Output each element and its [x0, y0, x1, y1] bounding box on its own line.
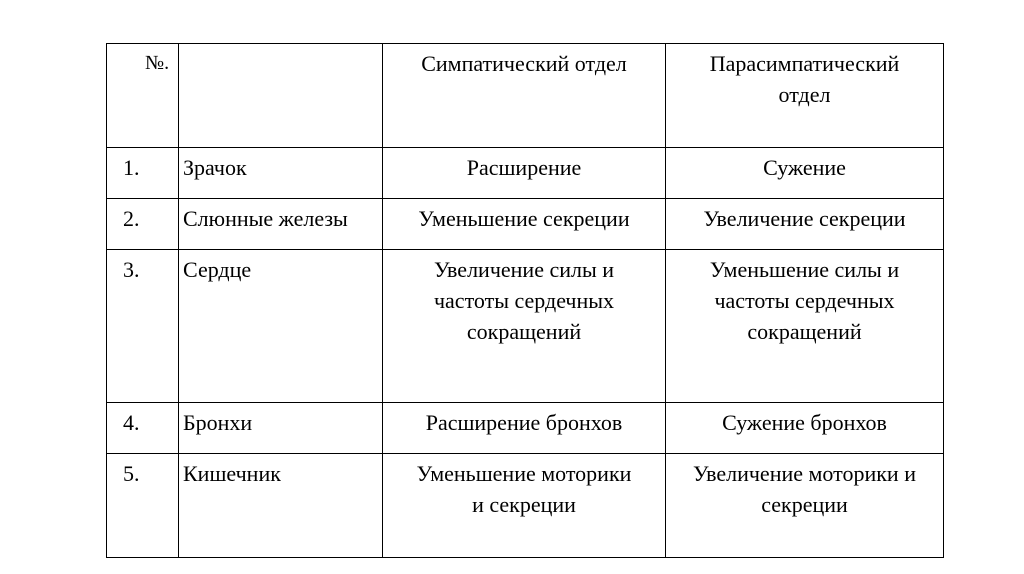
row-parasympathetic-cell: [666, 199, 944, 250]
row-parasympathetic-line: Увеличение секреции: [703, 206, 906, 231]
row-organ: Бронхи: [183, 410, 253, 435]
header-parasympathetic-cell: [666, 44, 944, 148]
header-parasympathetic-line: Парасимпатический: [709, 51, 900, 76]
row-sympathetic-line: Уменьшение секреции: [418, 206, 630, 231]
row-parasympathetic-cell: [666, 148, 944, 199]
row-organ-cell: [179, 403, 383, 454]
table-row: [107, 454, 944, 558]
row-organ-cell: [179, 250, 383, 403]
row-organ: Слюнные железы: [183, 206, 348, 231]
table-row: [107, 148, 944, 199]
row-number-cell: [107, 250, 179, 403]
row-organ-cell: [179, 454, 383, 558]
row-number: 5.: [123, 461, 140, 486]
table-row: [107, 199, 944, 250]
row-parasympathetic-line: секреции: [761, 492, 848, 517]
row-number-cell: [107, 199, 179, 250]
row-parasympathetic-line: сокращений: [747, 319, 862, 344]
row-sympathetic-cell: [383, 454, 666, 558]
header-row: [107, 44, 944, 148]
row-sympathetic-line: Уменьшение моторики: [416, 461, 632, 486]
row-number-cell: [107, 454, 179, 558]
row-sympathetic-line: Расширение: [466, 155, 582, 180]
row-parasympathetic-cell: [666, 250, 944, 403]
row-parasympathetic-line: Увеличение моторики и: [693, 461, 916, 486]
header-parasympathetic-line: отдел: [778, 82, 831, 107]
row-number: 1.: [123, 155, 140, 180]
row-number-cell: [107, 403, 179, 454]
row-sympathetic-cell: [383, 250, 666, 403]
header-sympathetic-line: Симпатический отдел: [421, 51, 627, 76]
row-sympathetic-line: Расширение бронхов: [425, 410, 623, 435]
table-row: [107, 250, 944, 403]
row-parasympathetic-line: Сужение: [763, 155, 846, 180]
header-organ-cell: [179, 44, 383, 148]
row-organ: Зрачок: [183, 155, 247, 180]
row-sympathetic-line: и секреции: [472, 492, 576, 517]
header-number-label: №.: [145, 52, 170, 74]
row-sympathetic-cell: [383, 148, 666, 199]
row-sympathetic-cell: [383, 199, 666, 250]
row-organ-cell: [179, 148, 383, 199]
header-sympathetic-cell: [383, 44, 666, 148]
row-organ-cell: [179, 199, 383, 250]
row-parasympathetic-line: частоты сердечных: [714, 288, 895, 313]
row-sympathetic-line: частоты сердечных: [433, 288, 615, 313]
row-sympathetic-line: Увеличение силы и: [433, 257, 615, 282]
row-sympathetic-line: сокращений: [466, 319, 582, 344]
row-organ: Сердце: [183, 257, 252, 282]
row-sympathetic-cell: [383, 403, 666, 454]
row-number: 4.: [123, 410, 140, 435]
row-number: 2.: [123, 206, 140, 231]
row-parasympathetic-cell: [666, 454, 944, 558]
row-parasympathetic-cell: [666, 403, 944, 454]
row-organ: Кишечник: [183, 461, 281, 486]
table-row: [107, 403, 944, 454]
row-number: 3.: [123, 257, 140, 282]
header-number-cell: [107, 44, 179, 148]
row-parasympathetic-line: Уменьшение силы и: [709, 257, 900, 282]
row-parasympathetic-line: Сужение бронхов: [722, 410, 887, 435]
comparison-table: [106, 43, 944, 558]
row-number-cell: [107, 148, 179, 199]
